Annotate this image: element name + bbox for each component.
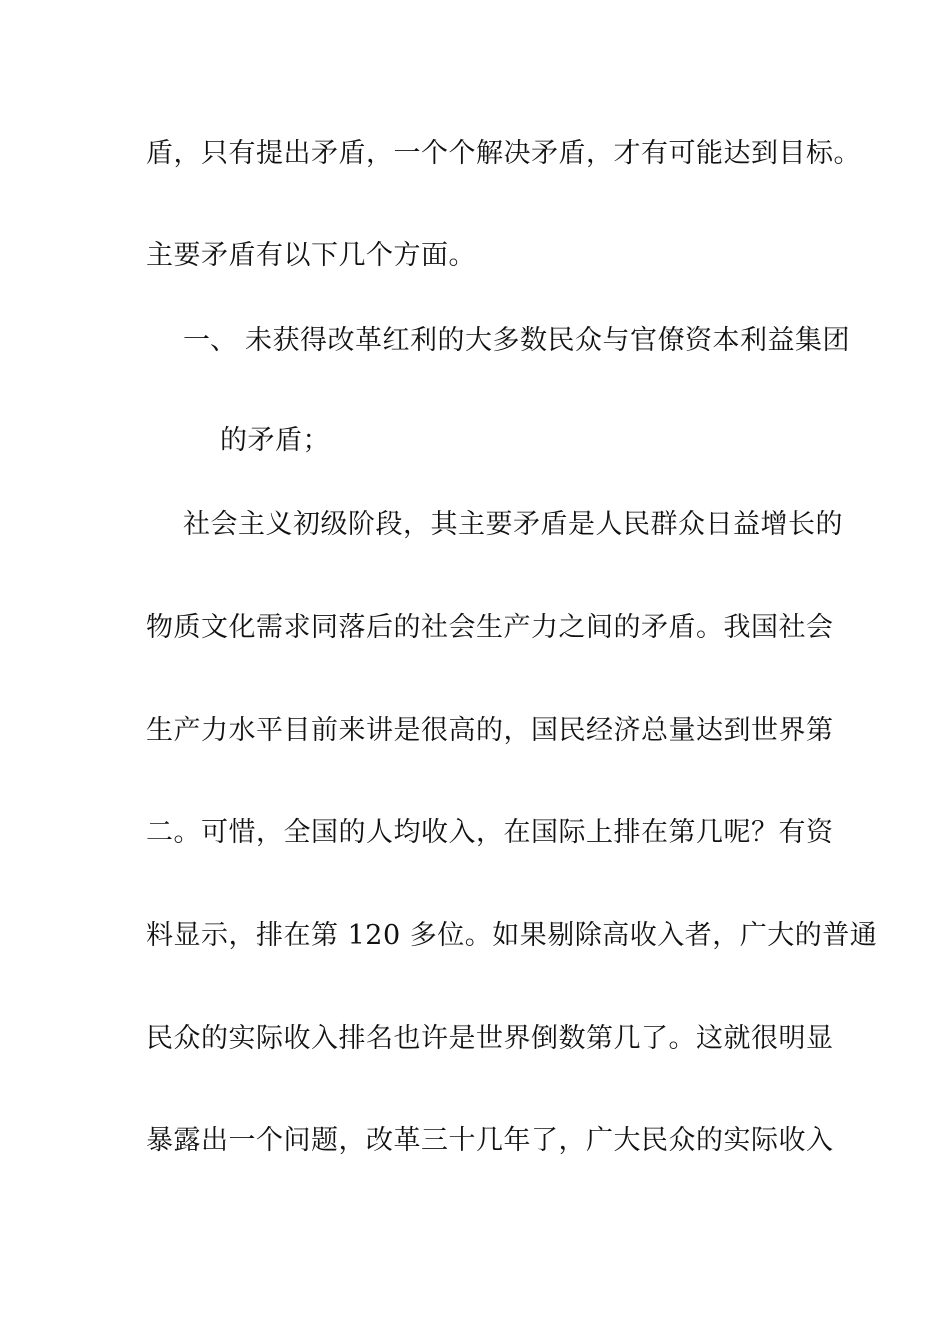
paragraph-line: 社会主义初级阶段，其主要矛盾是人民群众日益增长的 <box>183 509 843 540</box>
paragraph-line: 主要矛盾有以下几个方面。 <box>146 240 476 271</box>
paragraph-line: 物质文化需求同落后的社会生产力之间的矛盾。我国社会 <box>146 612 834 643</box>
paragraph-line: 料显示，排在第 120 多位。如果剔除高收入者，广大的普通 <box>146 920 878 951</box>
paragraph-line: 二。可惜，全国的人均收入，在国际上排在第几呢？有资 <box>146 817 834 848</box>
paragraph-line: 暴露出一个问题，改革三十几年了，广大民众的实际收入 <box>146 1125 834 1156</box>
section-heading-continued: 的矛盾； <box>220 425 330 456</box>
paragraph-line: 盾，只有提出矛盾，一个个解决矛盾，才有可能达到目标。 <box>146 138 861 169</box>
section-number: 一、 <box>183 325 237 356</box>
paragraph-line: 民众的实际收入排名也许是世界倒数第几了。这就很明显 <box>146 1023 834 1054</box>
paragraph-line: 生产力水平目前来讲是很高的，国民经济总量达到世界第 <box>146 715 834 746</box>
section-heading: 未获得改革红利的大多数民众与官僚资本利益集团 <box>245 325 850 356</box>
